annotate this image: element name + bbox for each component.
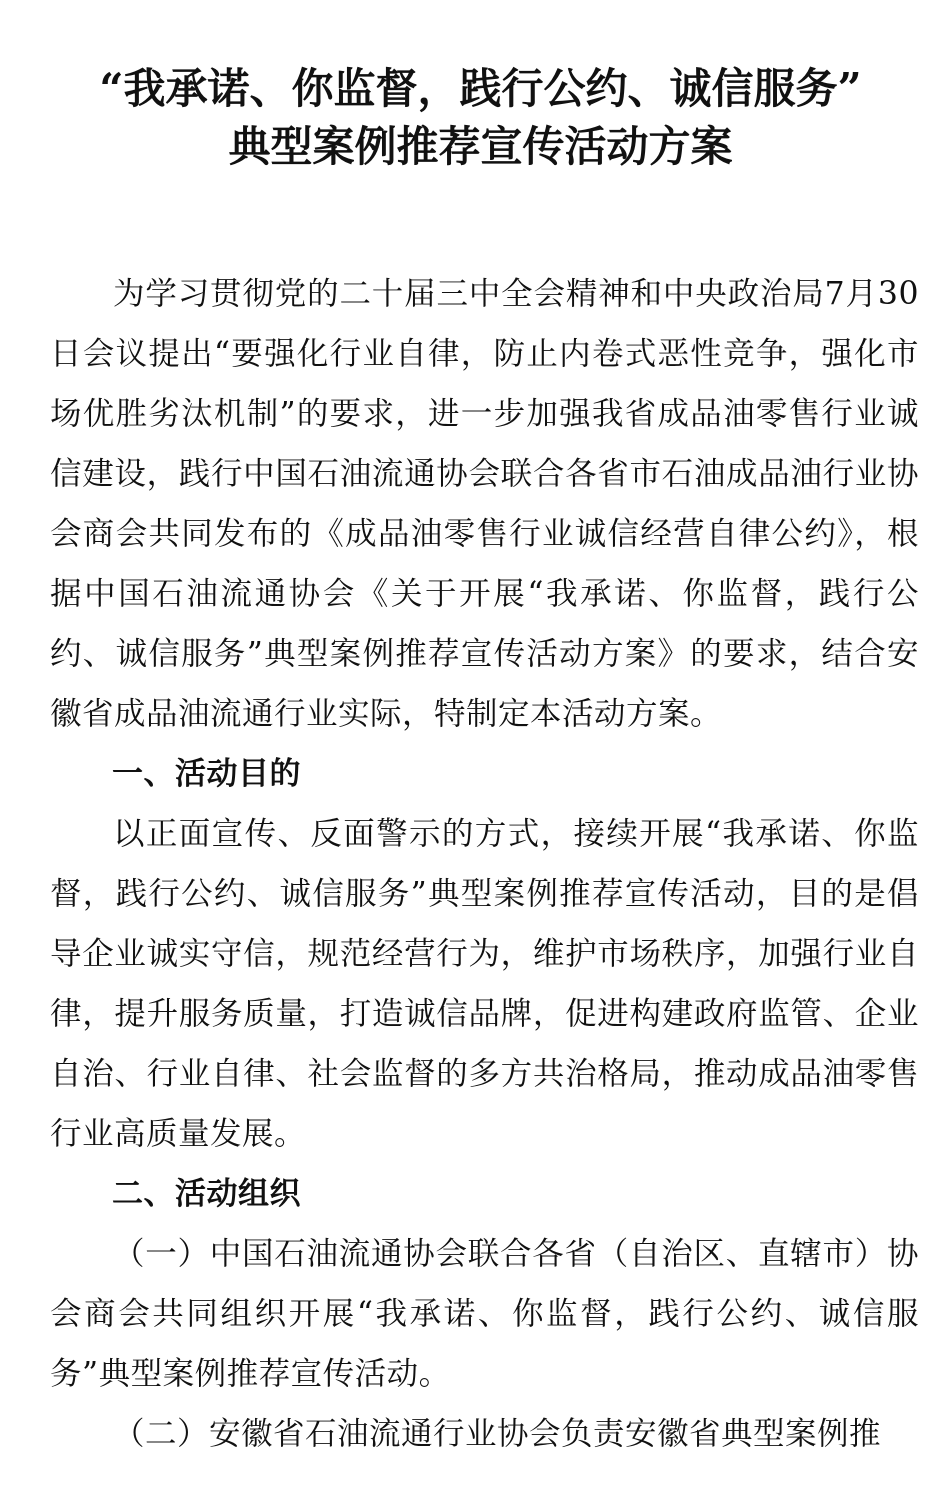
- document-body: [50, 264, 919, 1464]
- document-title: [42, 60, 919, 176]
- section-2-item-2: （二）安徽省石油流通行业协会负责安徽省典型案例推: [113, 1416, 882, 1452]
- intro-paragraph: 为学习贯彻党的二十届三中全会精神和中央政治局7月30日会议提出“要强化行业自律，防止内卷式恶性竞争，强化市场优胜劣汰机制”的要求，进一步加强我省成品油零售行业诚信建设，践行中国石油流通协会联合各省市石油成品油行业协会商会共同发布的《成品油零售行业诚信经营自律公约》，根据中国石油流通协会《关于开展“我承诺、你监督，践行公约、诚信服务”典型案例推荐宣传活动方案》的要求，结合安徽省成品油流通行业实际，特制定本活动方案。: [50, 276, 919, 732]
- section-2-item-1: （一）中国石油流通协会联合各省（自治区、直辖市）协会商会共同组织开展“我承诺、你监督，践行公约、诚信服务”典型案例推荐宣传活动。: [50, 1236, 919, 1392]
- title-line-1: “我承诺、你监督，践行公约、诚信服务”: [99, 64, 862, 113]
- title-line-2: 典型案例推荐宣传活动方案: [228, 122, 733, 171]
- section-1-paragraph: 以正面宣传、反面警示的方式，接续开展“我承诺、你监督，践行公约、诚信服务”典型案例推荐宣传活动，目的是倡导企业诚实守信，规范经营行为，维护市场秩序，加强行业自律，提升服务质量，打造诚信品牌，促进构建政府监管、企业自治、行业自律、社会监督的多方共治格局，推动成品油零售行业高质量发展。: [50, 816, 919, 1152]
- section-2-heading: 二、活动组织: [112, 1176, 301, 1212]
- section-1-heading: 一、活动目的: [112, 756, 301, 792]
